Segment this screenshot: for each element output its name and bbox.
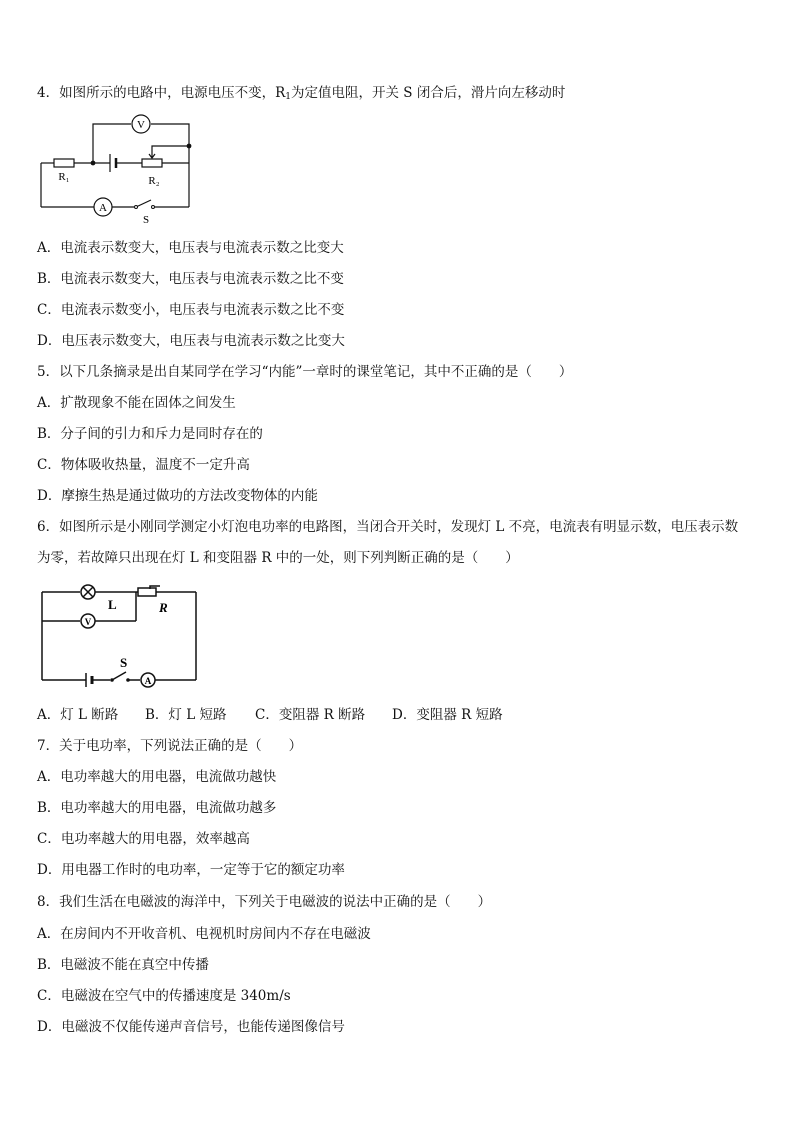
q4-stem-a: 4．如图所示的电路中，电源电压不变，R	[37, 85, 286, 101]
q5-option-b: B．分子间的引力和斥力是同时存在的	[37, 426, 263, 442]
q4-r1-label: R₁	[58, 171, 70, 183]
q4-option-d: D．电压表示数变大，电压表与电流表示数之比变大	[37, 333, 345, 349]
q5-option-d: D．摩擦生热是通过做功的方法改变物体的内能	[37, 488, 318, 504]
q4-stem	[37, 84, 565, 106]
q6-option-d: D．变阻器 R 短路	[392, 707, 503, 723]
q4-option-a: A．电流表示数变大，电压表与电流表示数之比变大	[37, 240, 344, 256]
q6-stem-line1: 6．如图所示是小刚同学测定小灯泡电功率的电路图，当闭合开关时，发现灯 L 不亮，电流表有明显示数，电压表示数	[37, 519, 739, 535]
q6-option-c: C．变阻器 R 断路	[255, 707, 366, 723]
q4-r2-label: R₂	[148, 175, 160, 187]
q6-option-b: B．灯 L 短路	[145, 707, 227, 723]
q8-option-b: B．电磁波不能在真空中传播	[37, 957, 209, 973]
q8-option-c: C．电磁波在空气中的传播速度是 340m/s	[37, 988, 291, 1004]
q6-stem-line2: 为零，若故障只出现在灯 L 和变阻器 R 中的一处，则下列判断正确的是（ ）	[37, 550, 519, 566]
q6-option-a: A．灯 L 断路	[37, 707, 119, 723]
q4-circuit-diagram	[36, 114, 202, 226]
q4-voltmeter-label: V	[137, 119, 145, 131]
q6-rheostat-label: R	[159, 600, 168, 615]
q7-option-d: D．用电器工作时的电功率，一定等于它的额定功率	[37, 862, 345, 878]
q8-option-a: A．在房间内不开收音机、电视机时房间内不存在电磁波	[37, 926, 371, 942]
q4-stem-b: 为定值电阻，开关 S 闭合后，滑片向左移动时	[291, 85, 566, 101]
q6-voltmeter-label: V	[84, 617, 92, 627]
q4-option-b: B．电流表示数变大，电压表与电流表示数之比不变	[37, 271, 344, 287]
q5-option-a: A．扩散现象不能在固体之间发生	[37, 395, 236, 411]
q6-lamp-label: L	[108, 597, 117, 612]
q8-stem: 8．我们生活在电磁波的海洋中，下列关于电磁波的说法中正确的是（ ）	[37, 894, 492, 910]
q4-stem-sub: 1	[285, 92, 291, 102]
q6-options	[37, 706, 503, 724]
q7-option-a: A．电功率越大的用电器，电流做功越快	[37, 769, 277, 785]
q4-ammeter-label: A	[99, 202, 107, 214]
q7-option-c: C．电功率越大的用电器，效率越高	[37, 831, 250, 847]
q4-switch-label: S	[142, 214, 150, 226]
q4-option-c: C．电流表示数变小，电压表与电流表示数之比不变	[37, 302, 345, 318]
q7-stem: 7．关于电功率，下列说法正确的是（ ）	[37, 738, 303, 754]
q5-stem: 5．以下几条摘录是出自某同学在学习“内能”一章时的课堂笔记，其中不正确的是（ ）	[37, 364, 573, 380]
q6-ammeter-label: A	[144, 676, 152, 686]
q6-circuit-diagram	[38, 584, 202, 690]
q6-switch-label: S	[120, 655, 128, 670]
q5-option-c: C．物体吸收热量，温度不一定升高	[37, 457, 250, 473]
q7-option-b: B．电功率越大的用电器，电流做功越多	[37, 800, 277, 816]
q8-option-d: D．电磁波不仅能传递声音信号，也能传递图像信号	[37, 1019, 345, 1035]
